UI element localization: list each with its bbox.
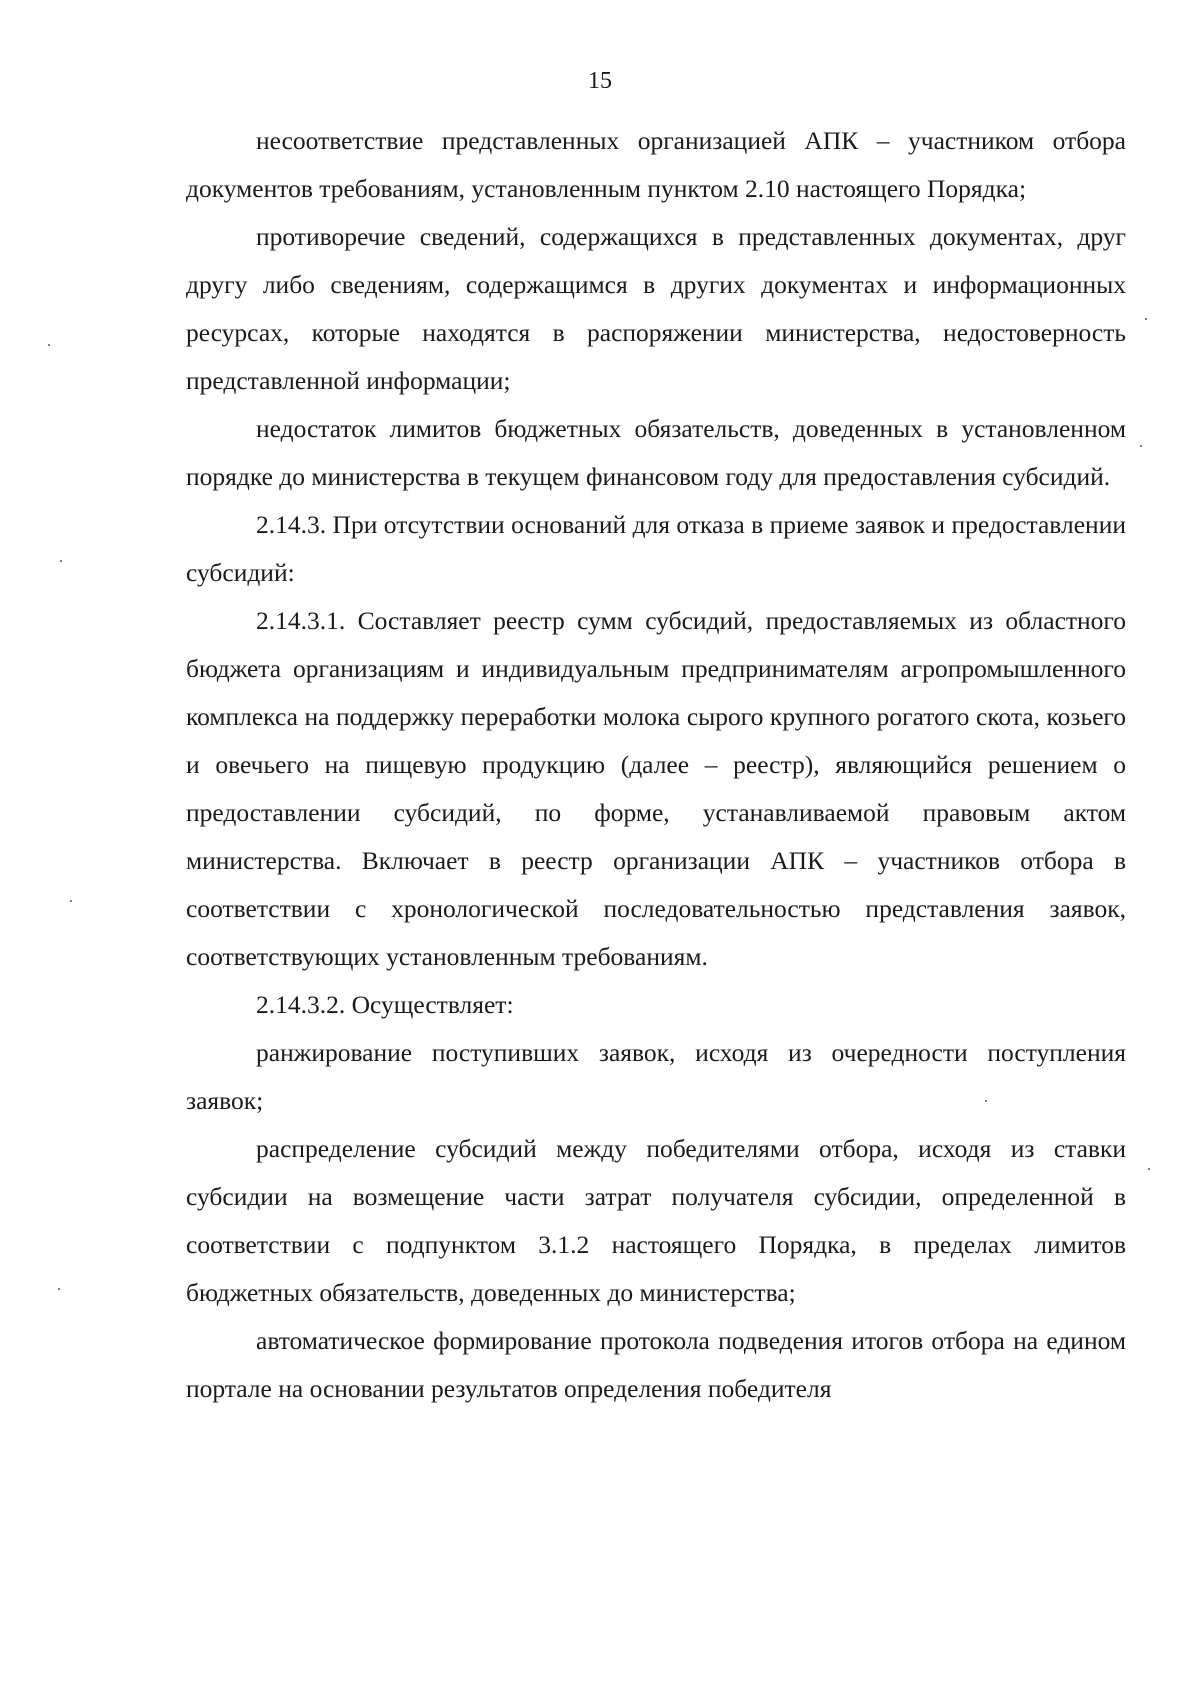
scan-speck (48, 344, 50, 346)
document-body (186, 117, 1126, 1413)
paragraph-distribution: распределение субсидий между победителями отбора, исходя из ставки субсидии на возмещение части затрат получателя субсидии, определенной в соответствии с подпунктом 3.1.2 настоящего Порядка, в пределах лимитов бюджетных обязательств, доведенных до министерства; (186, 1134, 1126, 1307)
paragraph-2-14-3-2: 2.14.3.2. Осуществляет: (256, 990, 514, 1019)
scan-speck (985, 1100, 987, 1102)
paragraph-2-14-3: 2.14.3. При отсутствии оснований для отказа в приеме заявок и предоставлении субсидий: (186, 510, 1126, 587)
scan-speck (60, 560, 62, 562)
scan-speck (1145, 318, 1147, 320)
scan-speck (70, 900, 72, 902)
paragraph-2-14-3-1: 2.14.3.1. Составляет реестр сумм субсидий, предоставляемых из областного бюджета организациям и индивидуальным предпринимателям агропромышленного комплекса на поддержку переработки молока сырого крупного рогатого скота, козьего и овечьего на пищевую продукцию (далее – реестр), являющийся решением о предоставлении субсидий, по форме, устанавливаемой правовым актом министерства. Включает в реестр организации АПК – участников отбора в соответствии с хронологической последовательностью представления заявок, соответствующих установленным требованиям. (186, 606, 1126, 971)
page-number: 15 (588, 68, 612, 94)
paragraph-insufficient-limits: недостаток лимитов бюджетных обязательств, доведенных в установленном порядке до министерства в текущем финансовом году для предоставления субсидий. (186, 414, 1126, 491)
paragraph-contradiction-info: противоречие сведений, содержащихся в представленных документах, друг другу либо сведениям, содержащимся в других документах и информационных ресурсах, которые находятся в распоряжении министерства, недостоверность представленной информации; (186, 222, 1126, 395)
scan-speck (1148, 1168, 1150, 1170)
paragraph-mismatch-documents: несоответствие представленных организацией АПК – участником отбора документов требованиям, установленным пунктом 2.10 настоящего Порядка; (186, 126, 1126, 203)
paragraph-ranking: ранжирование поступивших заявок, исходя из очередности поступления заявок; (186, 1038, 1126, 1115)
paragraph-protocol: автоматическое формирование протокола подведения итогов отбора на едином портале на основании результатов определения победителя (186, 1326, 1126, 1403)
scan-speck (58, 1288, 60, 1290)
scan-speck (1140, 445, 1142, 447)
